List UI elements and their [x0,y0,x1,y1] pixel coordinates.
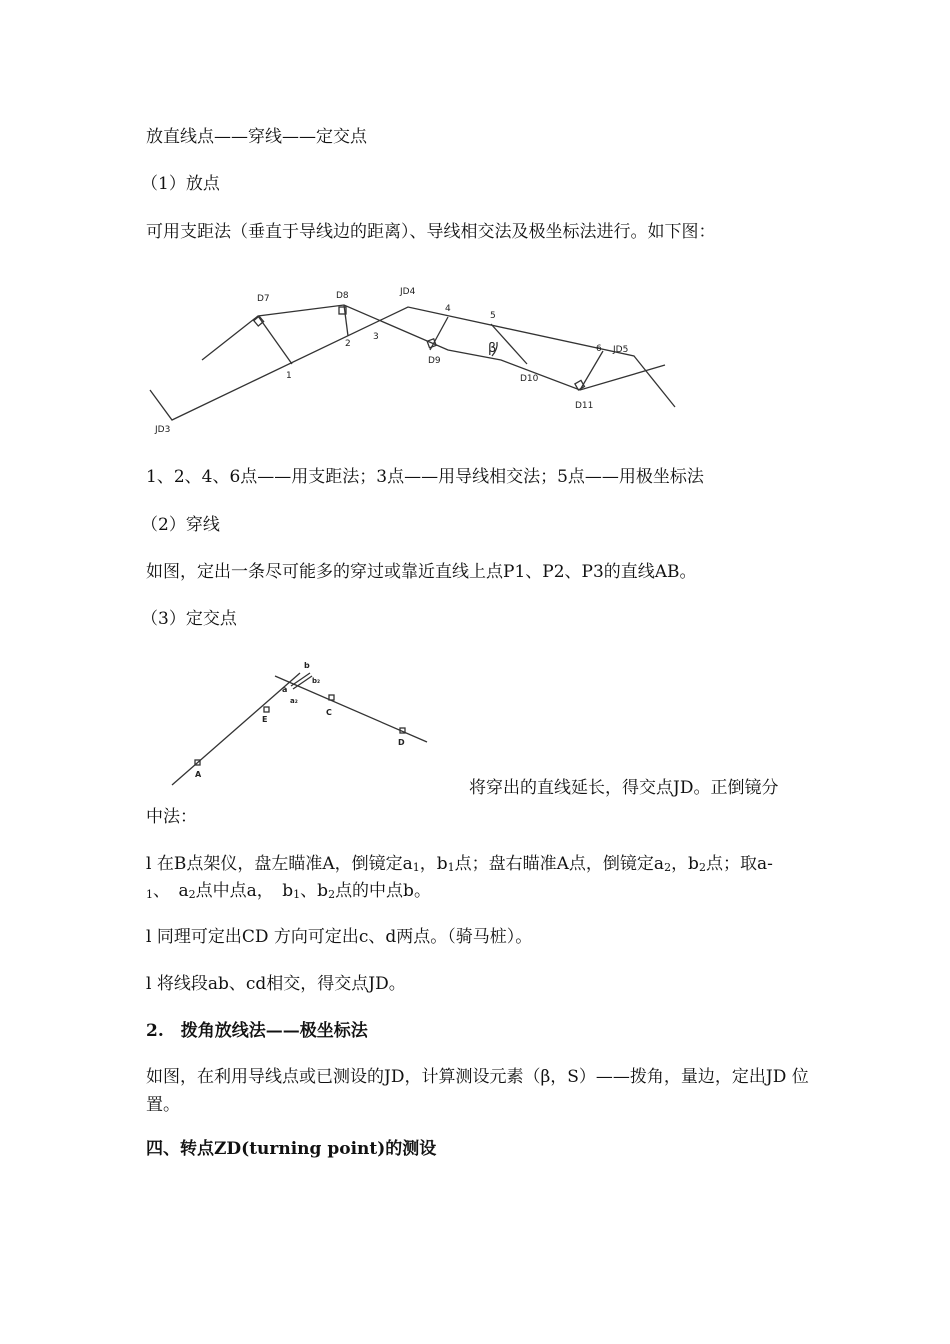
label-5: 5 [490,311,496,321]
paragraph-methods: 可用支距法（垂直于导线边的距离）、导线相交法及极坐标法进行。如下图： [146,222,716,242]
label-3: 3 [373,332,379,342]
label-b: b [304,661,310,670]
paragraph-threading: 如图，定出一条尽可能多的穿过或靠近直线上点P1、P2、P3的直线AB。 [146,562,697,582]
subheading-intersection: （3）定交点 [141,609,237,629]
offset-d7-1 [258,316,292,364]
paragraph-double-centering-1-cont: $_1$、 $a_2$点中点a， $b_1$、$b_2$点的中点b。 [146,881,431,901]
label-a2: a₂ [290,697,298,705]
paragraph-double-centering-3: l 将线段ab、cd相交，得交点JD。 [146,974,406,994]
label-4: 4 [445,304,451,314]
label-b2: b₂ [312,677,321,685]
label-e: E [262,715,268,724]
line-d10-5 [491,324,527,364]
heading-steps: 放直线点——穿线——定交点 [146,127,367,147]
point-marker [264,707,269,712]
label-beta: β [488,341,497,356]
label-d: D [398,738,405,747]
subheading-threading: （2）穿线 [141,515,220,535]
heading-turning-point: 四、转点ZD(turning point)的测设 [146,1139,437,1159]
label-a-point: A [195,770,202,779]
paragraph-extend-line: 将穿出的直线延长，得交点JD。正倒镜分 [469,778,779,798]
label-6: 6 [596,344,602,354]
label-d11: D11 [575,401,594,411]
label-d7: D7 [257,294,270,304]
paragraph-extend-line-cont: 中法： [146,807,197,827]
intersection-diagram [160,655,440,790]
paragraph-double-centering-1: l 在B点架仪，盘左瞄准A，倒镜定$a_1$，$b_1$点；盘右瞄准A点，倒镜定$a_2$，$b_2$点；取a- [146,854,773,874]
label-d8: D8 [336,291,349,301]
label-a: a [282,685,288,694]
label-c: C [326,708,332,717]
subheading-place-points: （1）放点 [141,174,220,194]
line-ab [172,673,300,785]
label-jd3: JD3 [155,425,171,435]
paragraph-double-centering-2: l 同理可定出CD 方向可定出c、d两点。（骑马桩）。 [146,927,533,947]
paragraph-angle-method: 如图，在利用导线点或已测设的JD，计算测设元素（β，S）——拨角，量边，定出JD 位置。 [146,1067,809,1115]
offset-d9-4 [430,317,448,350]
label-d10: D10 [520,374,539,384]
traverse-diagram [140,275,700,440]
label-jd5: JD5 [613,345,629,355]
heading-angle-method: 2. 拨角放线法——极坐标法 [146,1021,368,1041]
label-jd4: JD4 [400,287,416,297]
paragraph-point-methods: 1、2、4、6点——用支距法；3点——用导线相交法；5点——用极坐标法 [146,467,704,487]
label-1: 1 [286,371,292,381]
label-d9: D9 [428,356,441,366]
label-2: 2 [345,339,351,349]
